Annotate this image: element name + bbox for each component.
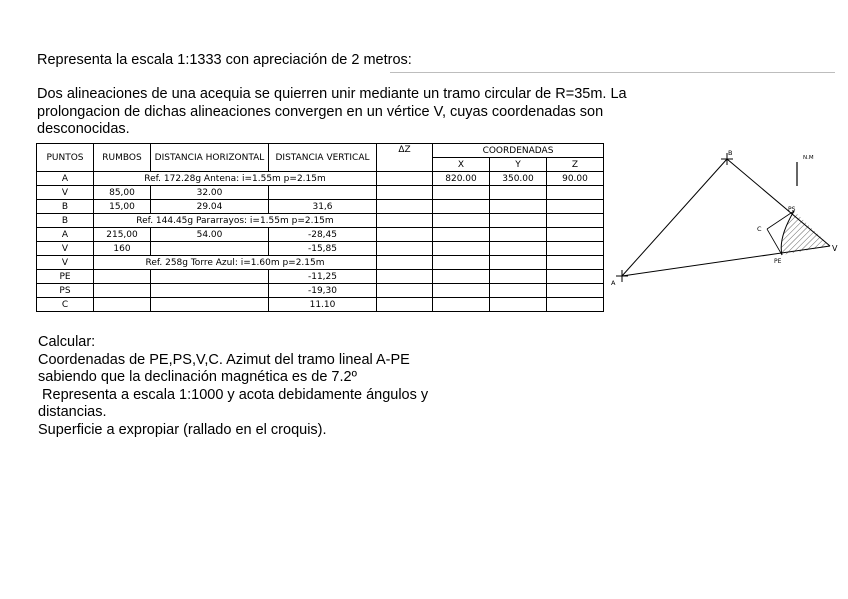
task-line: sabiendo que la declinación magnética es de 7.2º [38, 369, 357, 385]
expropriation-area [781, 211, 830, 255]
cell-dz [377, 256, 433, 270]
table-row [37, 242, 604, 256]
cell-punto: B [37, 214, 94, 228]
cell-punto: V [37, 256, 94, 270]
point-label-ps: PS [788, 206, 796, 213]
cell-rumbo [94, 284, 151, 298]
cell-dz [377, 228, 433, 242]
description-line: desconocidas. [37, 121, 130, 137]
cell-punto: PS [37, 284, 94, 298]
cell-dist-h [151, 298, 269, 312]
problem-scale-statement: Representa la escala 1:1333 con apreciación de 2 metros: [37, 52, 412, 68]
cell-y [490, 186, 547, 200]
header-coordenadas: COORDENADAS [433, 144, 604, 158]
table-row [37, 298, 604, 312]
description-line: prolongacion de dichas alineaciones convergen en un vértice V, cuyas coordenadas son [37, 103, 604, 120]
cell-reference: Ref. 172.28g Antena: i=1.55m p=2.15m [94, 172, 377, 186]
cell-punto: A [37, 172, 94, 186]
cell-punto: V [37, 242, 94, 256]
calculation-tasks [38, 334, 428, 439]
cell-dist-h [151, 270, 269, 284]
point-label-v: V [832, 244, 838, 253]
task-line: Calcular: [38, 334, 96, 350]
cell-dz [377, 242, 433, 256]
cell-rumbo [94, 270, 151, 284]
cell-x [433, 214, 490, 228]
table-row [37, 186, 604, 200]
cell-reference: Ref. 144.45g Pararrayos: i=1.55m p=2.15m [94, 214, 377, 228]
cell-punto: B [37, 200, 94, 214]
cell-z [547, 242, 604, 256]
cell-y [490, 270, 547, 284]
cell-y: 350.00 [490, 172, 547, 186]
survey-table [36, 143, 604, 312]
cell-y [490, 242, 547, 256]
cell-punto: C [37, 298, 94, 312]
cell-rumbo: 85,00 [94, 186, 151, 200]
header-x: X [433, 158, 490, 172]
cell-x [433, 186, 490, 200]
cell-z [547, 284, 604, 298]
cell-reference: Ref. 258g Torre Azul: i=1.60m p=2.15m [94, 256, 377, 270]
cell-punto: V [37, 186, 94, 200]
cell-dz [377, 200, 433, 214]
cell-dist-h: 29.04 [151, 200, 269, 214]
point-label-b: B [728, 149, 733, 157]
cell-punto: PE [37, 270, 94, 284]
point-label-c: C [757, 225, 762, 233]
cell-dz [377, 298, 433, 312]
cell-dist-v: -28,45 [269, 228, 377, 242]
cell-dist-v: 31,6 [269, 200, 377, 214]
cell-rumbo: 215,00 [94, 228, 151, 242]
task-line: distancias. [38, 404, 107, 420]
cell-punto: A [37, 228, 94, 242]
table-row [37, 228, 604, 242]
cell-dist-h [151, 242, 269, 256]
task-line: Superficie a expropiar (rallado en el croquis). [38, 421, 327, 438]
table-row [37, 214, 604, 228]
cell-z [547, 256, 604, 270]
cell-x [433, 284, 490, 298]
cell-dz [377, 214, 433, 228]
cell-x [433, 298, 490, 312]
description-line: Dos alineaciones de una acequia se quierren unir mediante un tramo circular de R=35m. La [37, 86, 627, 102]
table-row [37, 172, 604, 186]
cell-dist-v: 11.10 [269, 298, 377, 312]
cell-z [547, 186, 604, 200]
header-distancia-vertical: DISTANCIA VERTICAL [269, 144, 377, 172]
cell-dz [377, 270, 433, 284]
cell-y [490, 284, 547, 298]
cell-y [490, 228, 547, 242]
task-line: Coordenadas de PE,PS,V,C. Azimut del tramo lineal A-PE [38, 351, 410, 368]
task-line: Representa a escala 1:1000 y acota debidamente ángulos y [38, 386, 429, 403]
cell-x [433, 242, 490, 256]
header-puntos: PUNTOS [37, 144, 94, 172]
north-label: N.M [803, 155, 814, 161]
cell-z: 90.00 [547, 172, 604, 186]
cell-z [547, 200, 604, 214]
table-row [37, 270, 604, 284]
cell-x [433, 270, 490, 284]
header-z: Z [547, 158, 604, 172]
cell-z [547, 270, 604, 284]
header-y: Y [490, 158, 547, 172]
point-label-pe: PE [774, 258, 782, 265]
site-sketch [600, 140, 845, 300]
cell-y [490, 214, 547, 228]
answer-line [390, 72, 835, 73]
table-row [37, 284, 604, 298]
cell-x [433, 200, 490, 214]
cell-dist-v [269, 186, 377, 200]
cell-y [490, 298, 547, 312]
header-distancia-horizontal: DISTANCIA HORIZONTAL [151, 144, 269, 172]
cell-x [433, 228, 490, 242]
cell-rumbo: 160 [94, 242, 151, 256]
cell-dz [377, 284, 433, 298]
cell-x [433, 256, 490, 270]
cell-z [547, 214, 604, 228]
cell-z [547, 298, 604, 312]
table-row [37, 200, 604, 214]
cell-y [490, 200, 547, 214]
header-rumbos: RUMBOS [94, 144, 151, 172]
cell-rumbo [94, 298, 151, 312]
radius-c-pe [767, 229, 782, 255]
cell-dist-h [151, 284, 269, 298]
table-row [37, 256, 604, 270]
point-label-a: A [611, 279, 616, 287]
alignment-a-b [622, 159, 727, 276]
cell-dz [377, 172, 433, 186]
cell-dist-h: 54.00 [151, 228, 269, 242]
cell-dist-v: -11,25 [269, 270, 377, 284]
header-delta-z: ΔZ [377, 144, 433, 172]
cell-x: 820.00 [433, 172, 490, 186]
cell-rumbo: 15,00 [94, 200, 151, 214]
problem-description [37, 86, 627, 139]
cell-y [490, 256, 547, 270]
cell-z [547, 228, 604, 242]
cell-dist-v: -19,30 [269, 284, 377, 298]
cell-dz [377, 186, 433, 200]
cell-dist-h: 32.00 [151, 186, 269, 200]
cell-dist-v: -15,85 [269, 242, 377, 256]
